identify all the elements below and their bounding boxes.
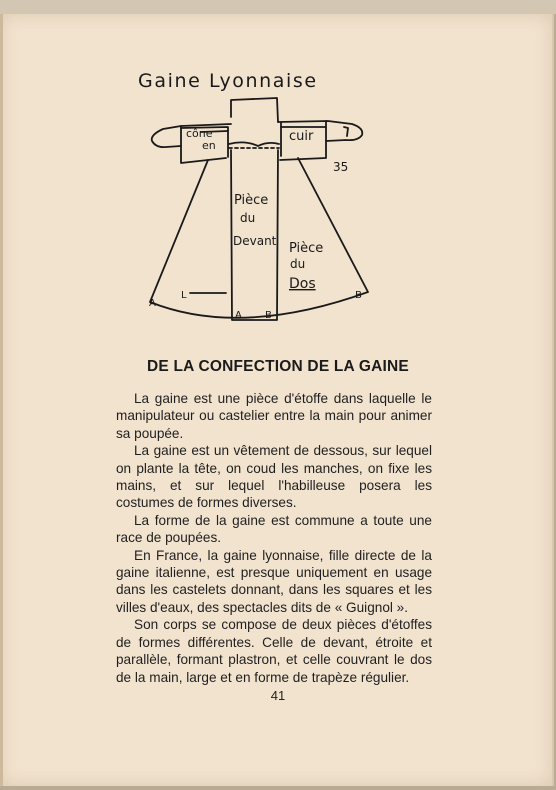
- figure-title: Gaine Lyonnaise: [138, 70, 318, 92]
- page-number: 41: [270, 688, 286, 703]
- gaine-diagram: [0, 0, 556, 350]
- point-a-left: A: [149, 298, 156, 309]
- cone-label-2: en: [202, 139, 216, 152]
- paragraph: En France, la gaine lyonnaise, fille directe de la gaine italienne, est presque uniquement en usage dans les castelets donnant, dans les squares et les villes d'eaux, des spectacles dits de « Guignol ».: [116, 547, 432, 615]
- piece-dos-label-1: Pièce: [289, 241, 324, 256]
- piece-dos-label-3: Dos: [289, 276, 316, 292]
- piece-devant-label-1: Pièce: [234, 193, 269, 208]
- piece-devant-label-3: Devant: [233, 234, 277, 248]
- point-b-right: B: [355, 290, 362, 301]
- paragraph: La gaine est un vêtement de dessous, sur lequel on plante la tête, on coud les manches, on fixe les mains, et sur lequel l'habilleuse posera les costumes de formes diverses.: [116, 443, 432, 511]
- cone-label-1: cône: [186, 127, 213, 140]
- point-b-center: B: [265, 310, 272, 321]
- measure-l-label: L: [181, 290, 187, 301]
- paragraph: La forme de la gaine est commune a toute une race de poupées.: [116, 512, 432, 546]
- page-ref-label: 35: [333, 160, 349, 174]
- piece-devant-label-2: du: [240, 211, 256, 225]
- body-text: [116, 390, 432, 686]
- cuir-label: cuir: [289, 129, 314, 144]
- section-heading: DE LA CONFECTION DE LA GAINE: [147, 358, 409, 375]
- piece-dos-label-2: du: [290, 257, 306, 271]
- paragraph: La gaine est une pièce d'étoffe dans laquelle le manipulateur ou castelier entre la main pour animer sa poupée.: [116, 391, 432, 441]
- paragraph: Son corps se compose de deux pièces d'étoffes de formes différentes. Celle de devant, étroite et parallèle, formant plastron, et celle couvrant le dos de la main, large et en forme de trapèze régulier.: [116, 617, 432, 685]
- neck-outline: [231, 98, 278, 122]
- point-a-center: A: [235, 310, 242, 321]
